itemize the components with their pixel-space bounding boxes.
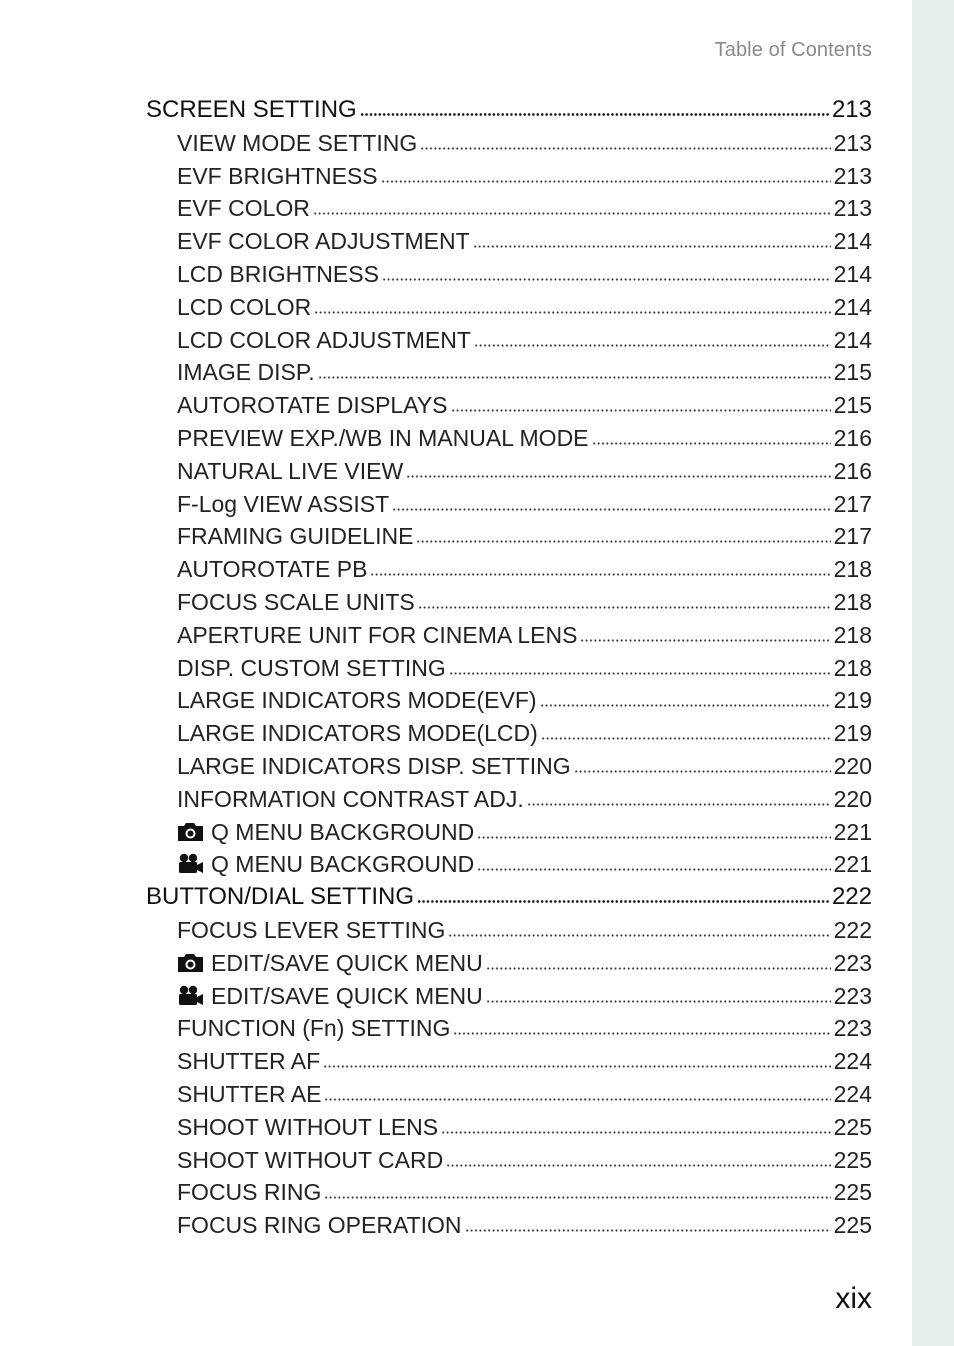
toc-page-number: 217 bbox=[833, 490, 872, 517]
toc-entry-text: AUTOROTATE PB bbox=[177, 556, 368, 583]
dot-leader bbox=[451, 409, 831, 412]
toc-entry-label bbox=[177, 980, 483, 1013]
dot-leader bbox=[473, 245, 831, 248]
toc-entry-row[interactable] bbox=[146, 980, 872, 1013]
toc-entry-row[interactable] bbox=[146, 291, 872, 324]
toc-entry-label bbox=[177, 717, 538, 750]
dot-leader bbox=[446, 1164, 830, 1167]
toc-entry-label bbox=[177, 356, 315, 389]
toc-entry-text: EVF COLOR bbox=[177, 195, 310, 222]
toc-entry-label bbox=[177, 652, 446, 685]
dot-leader bbox=[448, 934, 830, 937]
toc-entry-row[interactable] bbox=[146, 619, 872, 652]
toc-entry-row[interactable] bbox=[146, 816, 872, 849]
toc-entry-text: SHOOT WITHOUT LENS bbox=[177, 1113, 439, 1140]
toc-entry-row[interactable] bbox=[146, 258, 872, 291]
toc-entry-row[interactable] bbox=[146, 914, 872, 947]
table-of-contents bbox=[146, 94, 872, 1242]
dot-leader bbox=[314, 311, 830, 314]
toc-entry-row[interactable] bbox=[146, 783, 872, 816]
toc-page-number: 213 bbox=[833, 195, 872, 222]
toc-entry-text: BUTTON/DIAL SETTING bbox=[146, 883, 415, 911]
dot-leader bbox=[324, 1196, 830, 1199]
toc-entry-label bbox=[177, 1176, 321, 1209]
toc-page-number: 215 bbox=[833, 392, 872, 419]
dot-leader bbox=[574, 770, 831, 773]
dot-leader bbox=[382, 278, 831, 281]
dot-leader bbox=[324, 1098, 830, 1101]
toc-entry-label bbox=[146, 881, 414, 914]
toc-entry-label bbox=[177, 848, 474, 881]
side-color-band bbox=[912, 0, 954, 1346]
toc-entry-label bbox=[177, 1078, 321, 1111]
toc-entry-label bbox=[177, 1144, 443, 1177]
toc-entry-label bbox=[177, 947, 483, 980]
dot-leader bbox=[323, 1065, 831, 1068]
toc-entry-label bbox=[177, 488, 389, 521]
dot-leader bbox=[527, 803, 831, 806]
toc-entry-label bbox=[177, 291, 311, 324]
dot-leader bbox=[313, 212, 831, 215]
toc-entry-text: NATURAL LIVE VIEW bbox=[177, 457, 404, 484]
toc-entry-text: EVF BRIGHTNESS bbox=[177, 162, 378, 189]
toc-entry-row[interactable] bbox=[146, 717, 872, 750]
toc-entry-row[interactable] bbox=[146, 324, 872, 357]
toc-section-row[interactable] bbox=[146, 94, 872, 127]
toc-entry-row[interactable] bbox=[146, 1045, 872, 1078]
toc-page-number: 221 bbox=[833, 851, 872, 878]
toc-entry-row[interactable] bbox=[146, 160, 872, 193]
toc-entry-row[interactable] bbox=[146, 225, 872, 258]
toc-entry-label bbox=[177, 1012, 450, 1045]
dot-leader bbox=[392, 508, 830, 511]
toc-page-number: 214 bbox=[833, 326, 872, 353]
toc-entry-text: INFORMATION CONTRAST ADJ. bbox=[177, 785, 524, 812]
toc-entry-label bbox=[177, 619, 577, 652]
dot-leader bbox=[418, 606, 831, 609]
toc-entry-text: LCD COLOR ADJUSTMENT bbox=[177, 326, 471, 353]
toc-page-number: 222 bbox=[833, 916, 872, 943]
toc-page-number: 225 bbox=[833, 1113, 872, 1140]
toc-entry-row[interactable] bbox=[146, 192, 872, 225]
toc-entry-text: FOCUS LEVER SETTING bbox=[177, 916, 446, 943]
toc-page-number: 214 bbox=[833, 260, 872, 287]
toc-entry-row[interactable] bbox=[146, 1078, 872, 1111]
toc-entry-row[interactable] bbox=[146, 1012, 872, 1045]
dot-leader bbox=[453, 1032, 830, 1035]
camera-icon bbox=[177, 949, 205, 982]
dot-leader bbox=[465, 1229, 831, 1232]
toc-page-number: 217 bbox=[833, 523, 872, 550]
dot-leader bbox=[580, 639, 830, 642]
toc-entry-row[interactable] bbox=[146, 684, 872, 717]
toc-entry-row[interactable] bbox=[146, 455, 872, 488]
toc-entry-row[interactable] bbox=[146, 848, 872, 881]
toc-entry-text: FRAMING GUIDELINE bbox=[177, 523, 414, 550]
toc-page-number: 214 bbox=[833, 293, 872, 320]
toc-entry-text: EVF COLOR ADJUSTMENT bbox=[177, 228, 470, 255]
toc-entry-text: LCD COLOR bbox=[177, 293, 312, 320]
toc-page-number: 218 bbox=[833, 556, 872, 583]
toc-entry-row[interactable] bbox=[146, 652, 872, 685]
toc-page-number: 216 bbox=[833, 457, 872, 484]
toc-entry-row[interactable] bbox=[146, 520, 872, 553]
toc-entry-row[interactable] bbox=[146, 389, 872, 422]
toc-page-number: 223 bbox=[833, 949, 872, 976]
toc-entry-text: PREVIEW EXP./WB IN MANUAL MODE bbox=[177, 424, 589, 451]
toc-entry-row[interactable] bbox=[146, 1176, 872, 1209]
toc-entry-text: EDIT/SAVE QUICK MENU bbox=[211, 949, 483, 976]
toc-page-number: 218 bbox=[833, 588, 872, 615]
toc-page-number: 221 bbox=[833, 818, 872, 845]
toc-entry-text: Q MENU BACKGROUND bbox=[211, 851, 475, 878]
toc-page-number: 218 bbox=[833, 621, 872, 648]
toc-entry-text: EDIT/SAVE QUICK MENU bbox=[211, 982, 483, 1009]
toc-entry-text: SCREEN SETTING bbox=[146, 96, 357, 123]
dot-leader bbox=[416, 540, 830, 543]
toc-entry-row[interactable] bbox=[146, 586, 872, 619]
toc-page-number: 220 bbox=[833, 752, 872, 779]
dot-leader bbox=[360, 113, 829, 116]
toc-entry-row[interactable] bbox=[146, 488, 872, 521]
toc-entry-label bbox=[177, 914, 445, 947]
toc-entry-row[interactable] bbox=[146, 947, 872, 980]
toc-entry-text: SHUTTER AE bbox=[177, 1080, 322, 1107]
toc-entry-label bbox=[177, 1045, 320, 1078]
toc-entry-label bbox=[177, 422, 589, 455]
toc-entry-text: FOCUS SCALE UNITS bbox=[177, 588, 415, 615]
movie-camera-icon bbox=[177, 982, 205, 1015]
toc-entry-row[interactable] bbox=[146, 356, 872, 389]
toc-page-number: 219 bbox=[833, 720, 872, 747]
toc-entry-label bbox=[177, 816, 474, 849]
toc-page-number: 213 bbox=[833, 162, 872, 189]
dot-leader bbox=[420, 147, 830, 150]
toc-page-number: 225 bbox=[833, 1212, 872, 1239]
toc-page-number: 215 bbox=[833, 359, 872, 386]
toc-entry-text: SHUTTER AF bbox=[177, 1048, 321, 1075]
dot-leader bbox=[381, 180, 831, 183]
toc-entry-label bbox=[177, 783, 524, 816]
dot-leader bbox=[477, 868, 830, 871]
toc-entry-text: LARGE INDICATORS DISP. SETTING bbox=[177, 752, 571, 779]
toc-page-number: 225 bbox=[833, 1179, 872, 1206]
toc-entry-label bbox=[177, 750, 571, 783]
toc-entry-text: APERTURE UNIT FOR CINEMA LENS bbox=[177, 621, 578, 648]
toc-entry-text: LARGE INDICATORS MODE(LCD) bbox=[177, 720, 538, 747]
page-number: xix bbox=[835, 1282, 872, 1315]
toc-section-row[interactable] bbox=[146, 881, 872, 914]
toc-entry-label bbox=[177, 225, 470, 258]
dot-leader bbox=[370, 573, 830, 576]
dot-leader bbox=[540, 704, 831, 707]
toc-entry-text: FOCUS RING bbox=[177, 1179, 322, 1206]
toc-page-number: 222 bbox=[831, 883, 872, 911]
dot-leader bbox=[417, 900, 829, 903]
toc-entry-label bbox=[177, 684, 537, 717]
toc-entry-text: F-Log VIEW ASSIST bbox=[177, 490, 390, 517]
toc-entry-text: LARGE INDICATORS MODE(EVF) bbox=[177, 687, 537, 714]
toc-entry-label bbox=[177, 389, 448, 422]
movie-camera-icon bbox=[177, 850, 205, 883]
toc-entry-row[interactable] bbox=[146, 553, 872, 586]
dot-leader bbox=[441, 1131, 831, 1134]
toc-entry-row[interactable] bbox=[146, 127, 872, 160]
toc-page-number: 223 bbox=[833, 982, 872, 1009]
toc-entry-label bbox=[177, 520, 413, 553]
toc-entry-label bbox=[177, 455, 403, 488]
toc-page-number: 213 bbox=[831, 96, 872, 123]
toc-entry-label bbox=[177, 586, 415, 619]
dot-leader bbox=[486, 1000, 831, 1003]
toc-entry-row[interactable] bbox=[146, 1209, 872, 1242]
toc-entry-text: LCD BRIGHTNESS bbox=[177, 260, 379, 287]
toc-entry-row[interactable] bbox=[146, 1144, 872, 1177]
toc-entry-text: AUTOROTATE DISPLAYS bbox=[177, 392, 448, 419]
toc-page-number: 220 bbox=[833, 785, 872, 812]
toc-page-number: 224 bbox=[833, 1048, 872, 1075]
dot-leader bbox=[449, 672, 831, 675]
running-header: Table of Contents bbox=[714, 39, 872, 61]
toc-entry-text: Q MENU BACKGROUND bbox=[211, 818, 475, 845]
toc-page-number: 223 bbox=[833, 1015, 872, 1042]
toc-page-number: 225 bbox=[833, 1146, 872, 1173]
toc-page-number: 213 bbox=[833, 129, 872, 156]
dot-leader bbox=[592, 442, 831, 445]
dot-leader bbox=[406, 475, 830, 478]
toc-page-number: 224 bbox=[833, 1080, 872, 1107]
toc-entry-row[interactable] bbox=[146, 750, 872, 783]
toc-entry-row[interactable] bbox=[146, 1111, 872, 1144]
toc-entry-label bbox=[177, 127, 417, 160]
dot-leader bbox=[318, 376, 831, 379]
toc-page-number: 214 bbox=[833, 228, 872, 255]
toc-entry-label bbox=[177, 1111, 438, 1144]
toc-entry-text: FOCUS RING OPERATION bbox=[177, 1212, 462, 1239]
dot-leader bbox=[477, 836, 830, 839]
toc-entry-text: VIEW MODE SETTING bbox=[177, 129, 418, 156]
toc-entry-text: IMAGE DISP. bbox=[177, 359, 315, 386]
toc-page-number: 219 bbox=[833, 687, 872, 714]
toc-entry-label bbox=[177, 258, 379, 291]
dot-leader bbox=[486, 967, 831, 970]
toc-entry-row[interactable] bbox=[146, 422, 872, 455]
toc-page-number: 218 bbox=[833, 654, 872, 681]
dot-leader bbox=[474, 344, 831, 347]
toc-entry-text: DISP. CUSTOM SETTING bbox=[177, 654, 446, 681]
toc-entry-label bbox=[177, 553, 367, 586]
toc-entry-label bbox=[177, 1209, 462, 1242]
toc-entry-text: SHOOT WITHOUT CARD bbox=[177, 1146, 444, 1173]
toc-entry-label bbox=[177, 192, 310, 225]
camera-icon bbox=[177, 818, 205, 851]
dot-leader bbox=[541, 737, 831, 740]
toc-entry-text: FUNCTION (Fn) SETTING bbox=[177, 1015, 451, 1042]
toc-entry-label bbox=[177, 324, 471, 357]
toc-entry-label bbox=[146, 94, 357, 127]
toc-page-number: 216 bbox=[833, 424, 872, 451]
toc-entry-label bbox=[177, 160, 378, 193]
